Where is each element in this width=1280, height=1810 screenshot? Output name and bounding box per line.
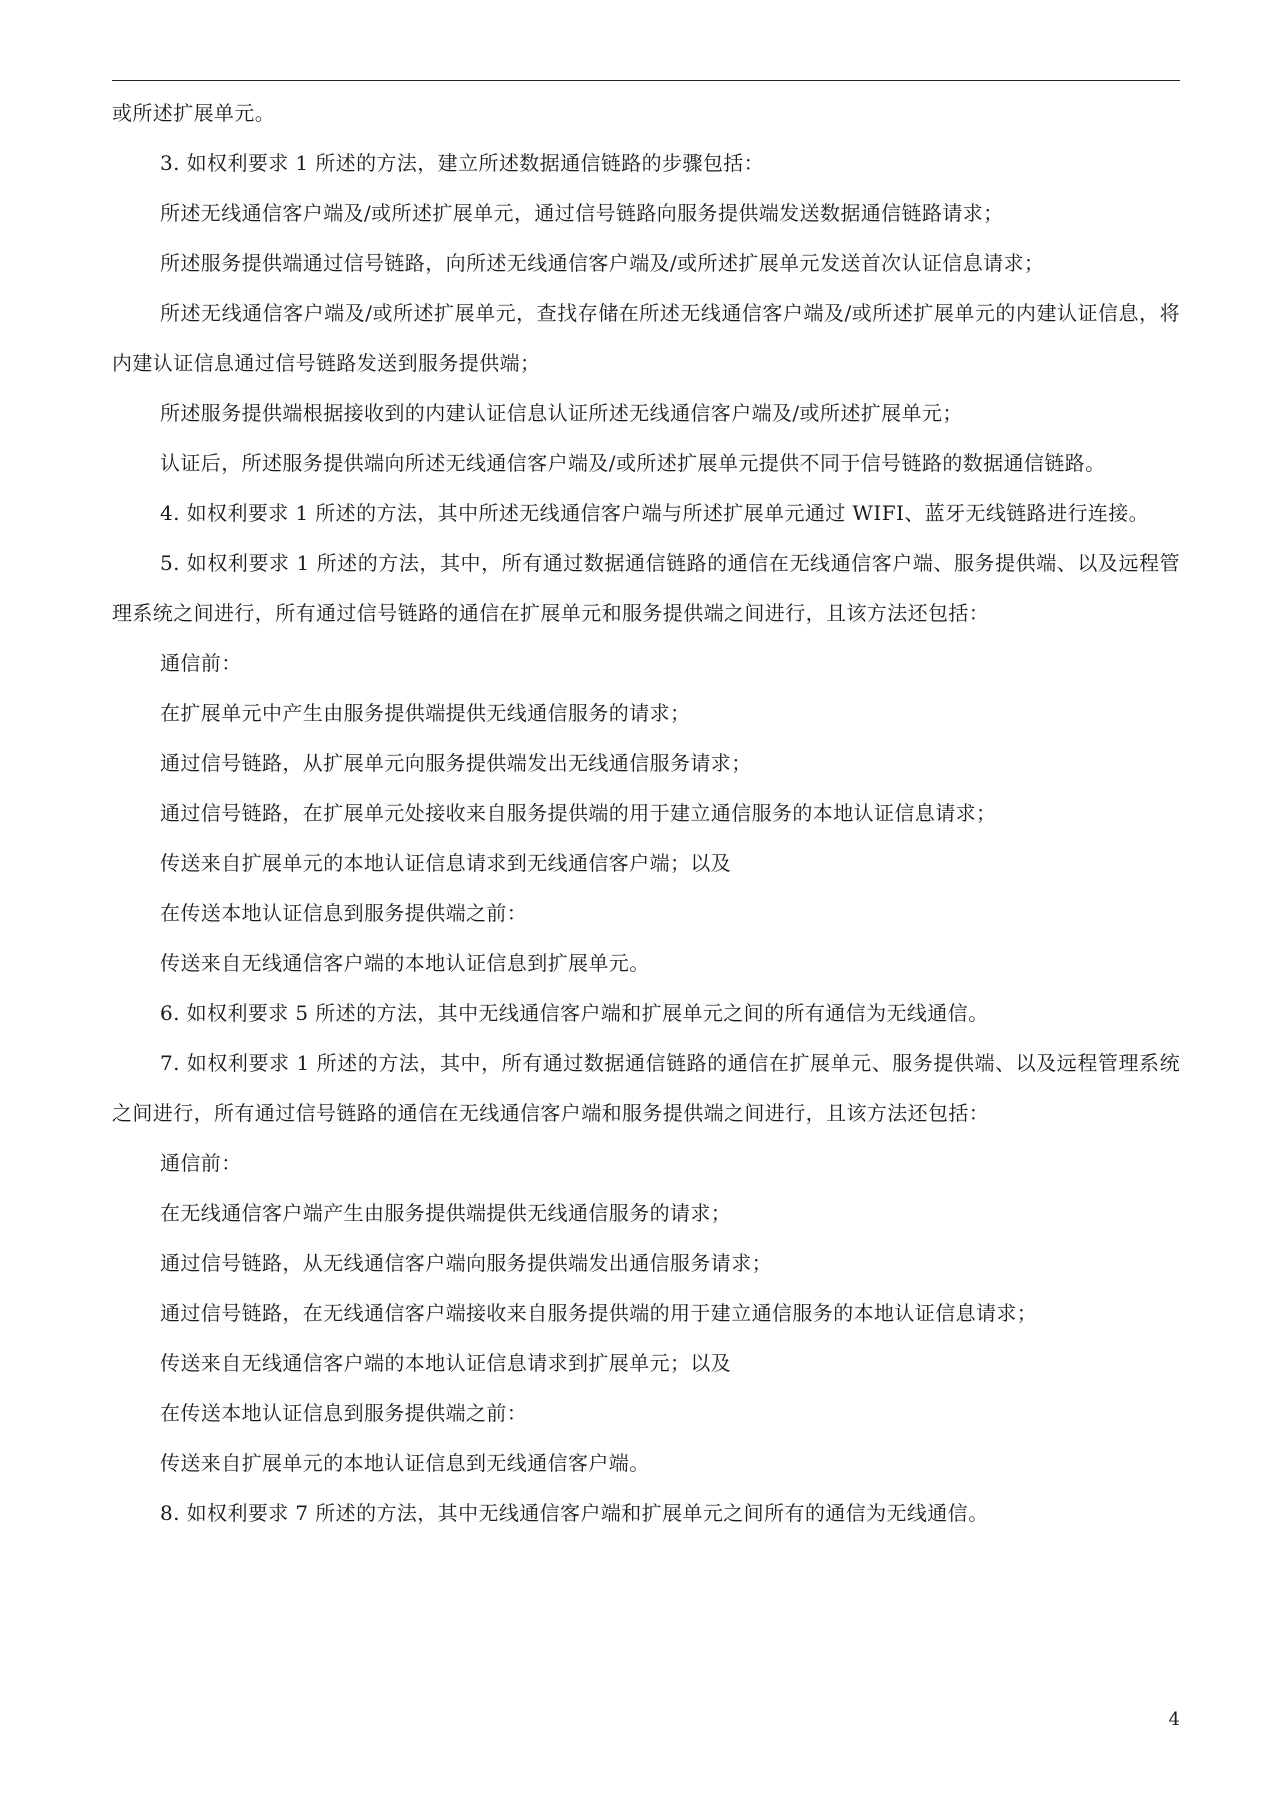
page-number: 4 [1168,1709,1180,1730]
paragraph: 传送来自扩展单元的本地认证信息到无线通信客户端。 [160,1451,650,1475]
paragraph: 或所述扩展单元。 [112,101,276,125]
header-rule [112,80,1180,81]
paragraph: 认证后，所述服务提供端向所述无线通信客户端及/或所述扩展单元提供不同于信号链路的数据通信链路。 [160,451,1106,475]
paragraph: 所述服务提供端通过信号链路，向所述无线通信客户端及/或所述扩展单元发送首次认证信息请求； [160,251,1045,275]
paragraph: 所述无线通信客户端及/或所述扩展单元，查找存储在所述无线通信客户端及/或所述扩展单元的内建认证信息，将内建认证信息通过信号链路发送到服务提供端； [112,301,1180,375]
paragraph: 通信前： [160,1151,242,1175]
paragraph: 7. 如权利要求 1 所述的方法，其中，所有通过数据通信链路的通信在扩展单元、服务提供端、以及远程管理系统之间进行，所有通过信号链路的通信在无线通信客户端和服务提供端之间进行，且该方法还包括： [112,1051,1180,1125]
paragraph: 所述无线通信客户端及/或所述扩展单元，通过信号链路向服务提供端发送数据通信链路请求； [160,201,1004,225]
paragraph: 8. 如权利要求 7 所述的方法，其中无线通信客户端和扩展单元之间所有的通信为无线通信。 [160,1501,989,1525]
paragraph: 4. 如权利要求 1 所述的方法，其中所述无线通信客户端与所述扩展单元通过 WIFI、蓝牙无线链路进行连接。 [160,501,1150,525]
paragraph: 传送来自无线通信客户端的本地认证信息请求到扩展单元；以及 [160,1351,732,1375]
paragraph: 在传送本地认证信息到服务提供端之前： [160,901,528,925]
paragraph: 通过信号链路，在扩展单元处接收来自服务提供端的用于建立通信服务的本地认证信息请求； [160,801,997,825]
paragraph: 6. 如权利要求 5 所述的方法，其中无线通信客户端和扩展单元之间的所有通信为无线通信。 [160,1001,989,1025]
paragraph: 在传送本地认证信息到服务提供端之前： [160,1401,528,1425]
paragraph: 通过信号链路，从无线通信客户端向服务提供端发出通信服务请求； [160,1251,772,1275]
paragraph: 所述服务提供端根据接收到的内建认证信息认证所述无线通信客户端及/或所述扩展单元； [160,401,963,425]
paragraph: 在无线通信客户端产生由服务提供端提供无线通信服务的请求； [160,1201,732,1225]
paragraph: 在扩展单元中产生由服务提供端提供无线通信服务的请求； [160,701,691,725]
paragraph: 通信前： [160,651,242,675]
paragraph: 3. 如权利要求 1 所述的方法，建立所述数据通信链路的步骤包括： [160,151,765,175]
paragraph: 通过信号链路，从扩展单元向服务提供端发出无线通信服务请求； [160,751,752,775]
paragraph: 传送来自扩展单元的本地认证信息请求到无线通信客户端；以及 [160,851,732,875]
paragraph: 通过信号链路，在无线通信客户端接收来自服务提供端的用于建立通信服务的本地认证信息请求； [160,1301,1038,1325]
paragraph: 传送来自无线通信客户端的本地认证信息到扩展单元。 [160,951,650,975]
claims-body [112,88,1180,1538]
paragraph: 5. 如权利要求 1 所述的方法，其中，所有通过数据通信链路的通信在无线通信客户端、服务提供端、以及远程管理系统之间进行，所有通过信号链路的通信在扩展单元和服务提供端之间进行，且该方法还包括： [112,551,1180,625]
